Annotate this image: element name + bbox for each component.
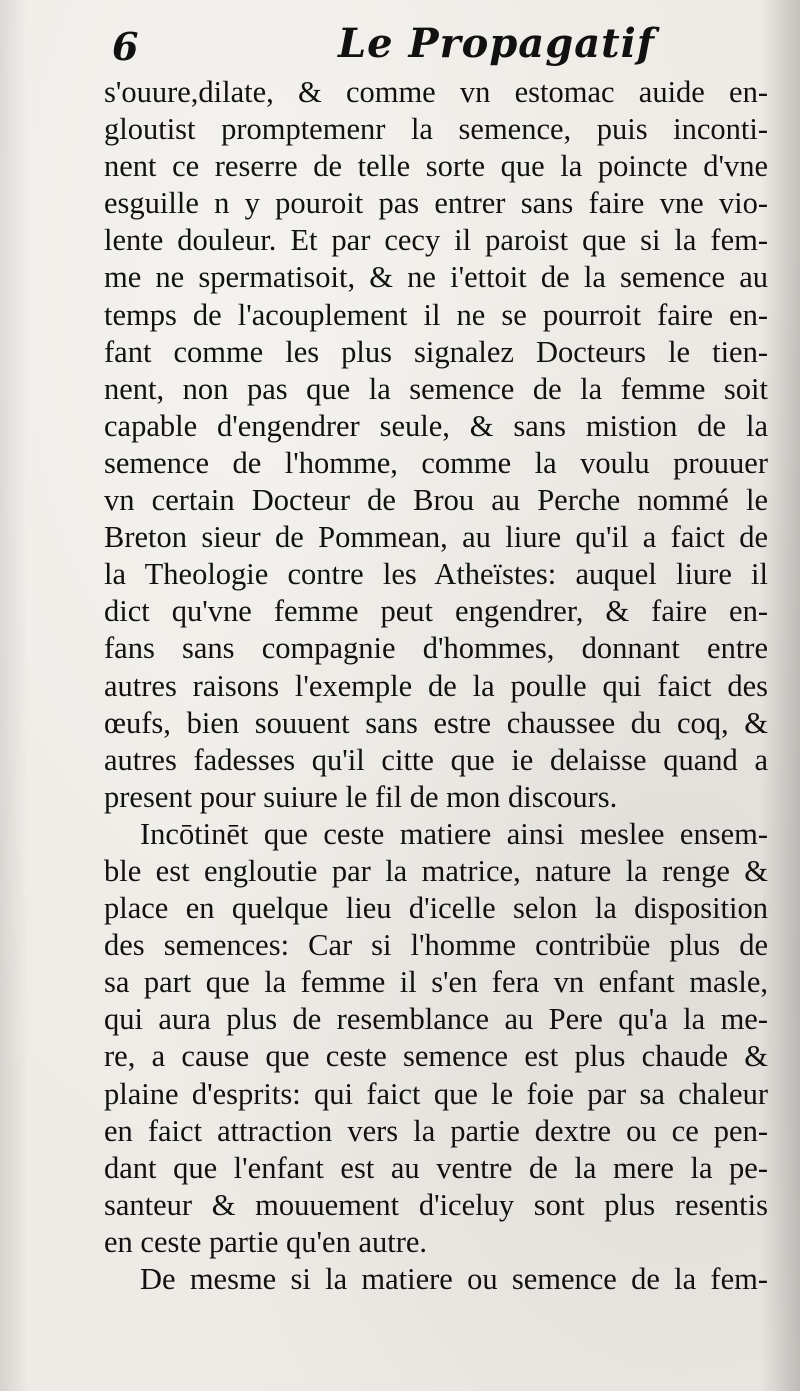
text-line: des semences: Car si l'homme contribüe plus de xyxy=(104,928,768,963)
text-line: autres fadesses qu'il citte que ie delaisse quand a xyxy=(104,742,768,777)
text-line: s'ouure,dilate, & comme vn estomac auide en- xyxy=(104,75,768,109)
text-line: fant comme les plus signalez Docteurs le tien- xyxy=(104,334,768,369)
text-line: capable d'engendrer seule, & sans mistion de la xyxy=(104,408,768,443)
text-line: sa part que la femme il s'en fera vn enfant masle, xyxy=(104,965,768,1000)
text-line: De mesme si la matiere ou semence de la fem- xyxy=(140,1262,768,1296)
text-line: nent ce reserre de telle sorte que la poincte d'vne xyxy=(104,149,768,184)
running-head xyxy=(100,18,780,78)
text-line: Breton sieur de Pommean, au liure qu'il a faict de xyxy=(104,520,768,555)
text-line: temps de l'acouplement il ne se pourroit faire en- xyxy=(104,297,768,332)
text-line: Incōtinēt que ceste matiere ainsi meslee ensem- xyxy=(140,816,768,851)
text-line: dant que l'enfant est au ventre de la mere la pe- xyxy=(104,1150,768,1185)
text-line: lente douleur. Et par cecy il paroist que si la fem- xyxy=(104,223,768,258)
text-line: place en quelque lieu d'icelle selon la disposition xyxy=(104,891,768,926)
text-line: en ceste partie qu'en autre. xyxy=(104,1224,428,1259)
text-line: santeur & mouuement d'iceluy sont plus resentis xyxy=(104,1187,768,1222)
text-line: esguille n y pouroit pas entrer sans faire vne vio- xyxy=(104,186,768,221)
text-line: ble est engloutie par la matrice, nature la renge & xyxy=(104,853,768,888)
text-line: fans sans compagnie d'hommes, donnant entre xyxy=(104,631,768,666)
text-line: re, a cause que ceste semence est plus chaude & xyxy=(104,1039,768,1074)
text-line: la Theologie contre les Atheïstes: auquel liure il xyxy=(104,557,768,592)
text-line: gloutist promptemenr la semence, puis inconti- xyxy=(104,112,768,147)
text-line: vn certain Docteur de Brou au Perche nommé le xyxy=(104,483,768,518)
body-text xyxy=(104,74,768,1298)
page-number: 6 xyxy=(112,24,139,69)
text-line: semence de l'homme, comme la voulu prouuer xyxy=(104,445,768,480)
text-line: autres raisons l'exemple de la poulle qui faict des xyxy=(104,668,768,703)
text-line: qui aura plus de resemblance au Pere qu'a la me- xyxy=(104,1002,768,1037)
running-title: Le Propagatif xyxy=(338,20,655,67)
text-line: plaine d'esprits: qui faict que le foie par sa chaleur xyxy=(104,1076,768,1111)
text-line: nent, non pas que la semence de la femme soit xyxy=(104,371,768,406)
text-line: dict qu'vne femme peut engendrer, & faire en- xyxy=(104,594,768,629)
text-line: œufs, bien souuent sans estre chaussee du coq, & xyxy=(104,705,768,740)
text-line: present pour suiure le fil de mon discours. xyxy=(104,779,618,814)
text-line: en faict attraction vers la partie dextre ou ce pen- xyxy=(104,1113,768,1148)
text-line: me ne spermatisoit, & ne i'ettoit de la semence au xyxy=(104,260,768,295)
